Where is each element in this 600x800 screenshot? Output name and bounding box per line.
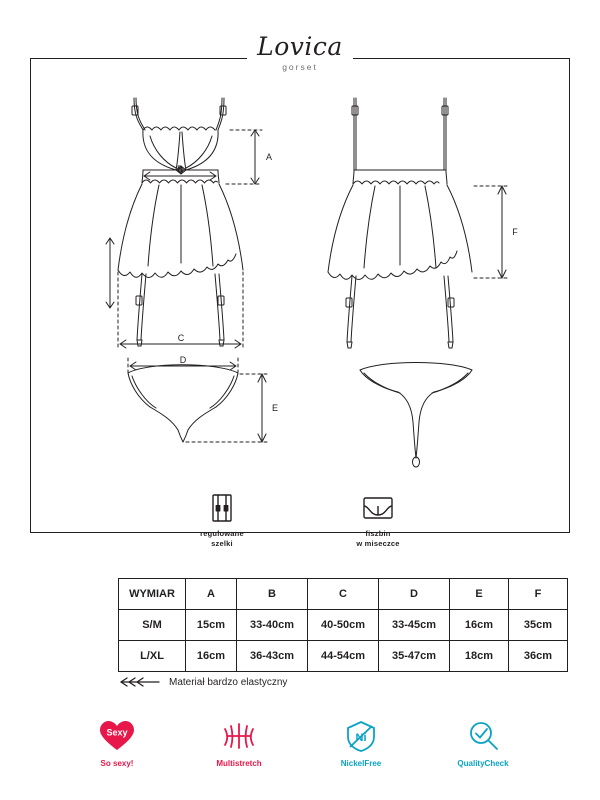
feature-label-line1: fiszbin — [365, 529, 391, 538]
header-c: C — [308, 579, 379, 610]
table-row — [119, 610, 568, 641]
cell-c: 44-54cm — [308, 641, 379, 672]
cell-f: 35cm — [509, 610, 568, 641]
elastic-note — [118, 676, 287, 688]
feature-icons-row — [0, 492, 600, 549]
header-f: F — [509, 579, 568, 610]
feature-underwire-cup-label — [326, 529, 430, 549]
feature-underwire-cup — [326, 492, 430, 549]
cell-b: 36-43cm — [237, 641, 308, 672]
header-d: D — [379, 579, 450, 610]
badges-row — [0, 718, 600, 768]
table-header-row — [119, 579, 568, 610]
brand-name: Lovica — [257, 32, 343, 61]
feature-label-line1: regulowane — [200, 529, 244, 538]
elasticity-arrows-icon — [118, 676, 160, 688]
badge-multistretch — [197, 718, 281, 768]
feature-label-line2: szelki — [211, 539, 233, 549]
sexy-heart-icon — [75, 718, 159, 754]
svg-text:Ni: Ni — [355, 732, 367, 744]
dimension-label-c: C — [177, 333, 185, 343]
badge-quality-check — [441, 718, 525, 768]
header-e: E — [450, 579, 509, 610]
feature-adjustable-straps — [170, 492, 274, 549]
cell-e: 16cm — [450, 610, 509, 641]
underwire-cup-icon — [326, 492, 430, 524]
elastic-note-text: Materiał bardzo elastyczny — [169, 676, 288, 688]
brand-subtitle: gorset — [282, 62, 318, 72]
badge-so-sexy-label: So sexy! — [100, 759, 134, 768]
badge-nickel-free — [319, 718, 403, 768]
nickel-free-icon — [319, 718, 403, 754]
cell-f: 36cm — [509, 641, 568, 672]
cell-d: 33-45cm — [379, 610, 450, 641]
badge-multistretch-label: Multistretch — [216, 759, 262, 768]
cell-d: 35-47cm — [379, 641, 450, 672]
quality-check-icon — [441, 718, 525, 754]
badge-quality-check-label: QualityCheck — [457, 759, 509, 768]
table-row — [119, 641, 568, 672]
dimension-label-b: B — [176, 164, 184, 174]
badge-nickel-free-label: NickelFree — [340, 759, 382, 768]
dimension-label-d: D — [179, 355, 187, 365]
svg-text:Sexy: Sexy — [106, 727, 128, 738]
badge-so-sexy — [75, 718, 159, 768]
header-wymiar: WYMIAR — [119, 579, 186, 610]
feature-adjustable-straps-label — [170, 529, 274, 549]
cell-a: 16cm — [186, 641, 237, 672]
size-table — [118, 578, 568, 672]
cell-c: 40-50cm — [308, 610, 379, 641]
multistretch-icon — [197, 718, 281, 754]
dimension-label-f: F — [512, 227, 518, 237]
dimension-label-e: E — [271, 403, 279, 413]
cell-b: 33-40cm — [237, 610, 308, 641]
cell-a: 15cm — [186, 610, 237, 641]
cell-size: L/XL — [119, 641, 186, 672]
cell-size: S/M — [119, 610, 186, 641]
header-b: B — [237, 579, 308, 610]
dimension-label-a: A — [265, 152, 273, 162]
adjustable-straps-icon — [170, 492, 274, 524]
cell-e: 18cm — [450, 641, 509, 672]
technical-drawing — [30, 58, 570, 533]
feature-label-line2: w miseczce — [356, 539, 400, 549]
header-a: A — [186, 579, 237, 610]
